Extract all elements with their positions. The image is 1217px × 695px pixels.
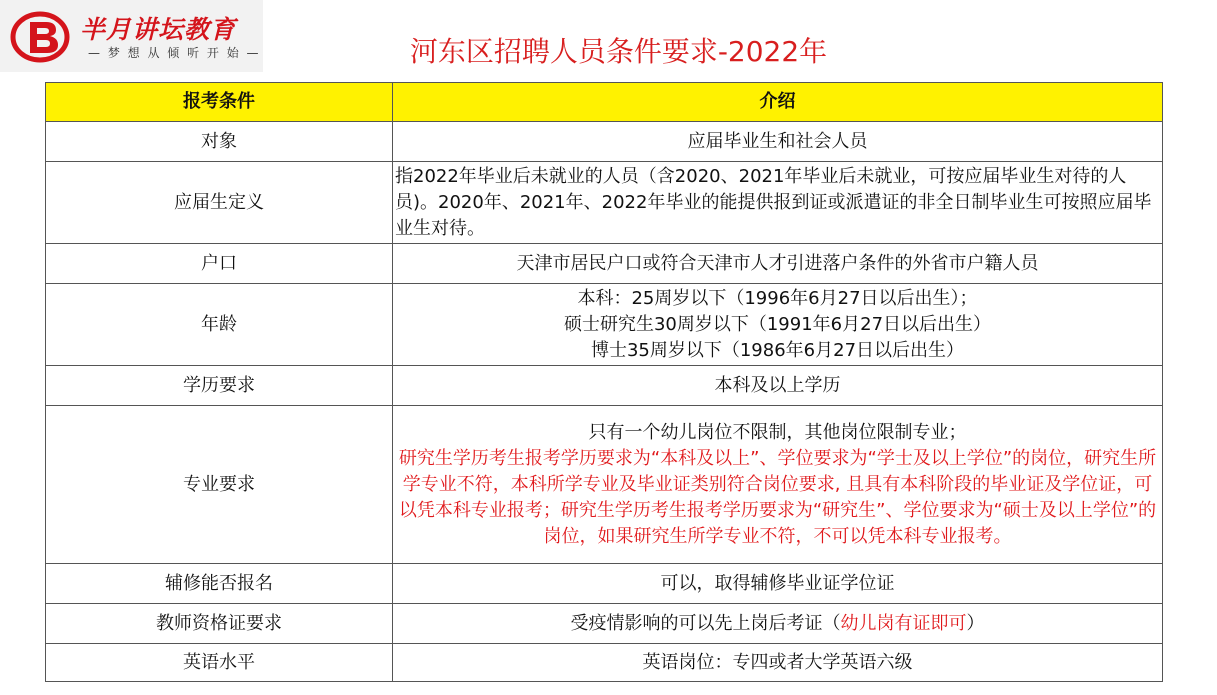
row-value <box>393 406 1163 564</box>
teacher-text-post: ） <box>966 612 985 634</box>
header-condition: 报考条件 <box>46 83 393 122</box>
row-value: 应届毕业生和社会人员 <box>393 122 1163 162</box>
page-title: 河东区招聘人员条件要求-2022年 <box>409 35 828 68</box>
requirements-table <box>45 82 1163 682</box>
row-label: 辅修能否报名 <box>46 564 393 604</box>
row-label: 学历要求 <box>46 366 393 406</box>
row-label: 专业要求 <box>46 406 393 564</box>
teacher-text-red: 幼儿岗有证即可 <box>840 612 967 634</box>
table-row <box>46 122 1163 162</box>
table-row <box>46 244 1163 284</box>
teacher-text-pre: 受疫情影响的可以先上岗后考证（ <box>570 612 841 634</box>
row-label: 应届生定义 <box>46 162 393 244</box>
logo-subtitle: — 梦 想 从 倾 听 开 始 — <box>88 46 261 60</box>
table-row <box>46 564 1163 604</box>
table-row <box>46 366 1163 406</box>
row-label: 英语水平 <box>46 644 393 682</box>
table-row <box>46 284 1163 366</box>
row-value: 可以，取得辅修毕业证学位证 <box>393 564 1163 604</box>
table-row <box>46 644 1163 682</box>
major-note: 只有一个幼儿岗位不限制，其他岗位限制专业； <box>588 421 967 443</box>
row-value: 英语岗位：专四或者大学英语六级 <box>393 644 1163 682</box>
table-row <box>46 604 1163 644</box>
age-line: 本科：25周岁以下（1996年6月27日以后出生）； <box>577 287 978 309</box>
row-value: 本科及以上学历 <box>393 366 1163 406</box>
logo-title: 半月讲坛教育 <box>80 15 237 44</box>
table-row <box>46 406 1163 564</box>
row-value <box>393 284 1163 366</box>
header-description: 介绍 <box>393 83 1163 122</box>
table-header-row <box>46 83 1163 122</box>
row-label: 教师资格证要求 <box>46 604 393 644</box>
row-value: 指2022年毕业后未就业的人员（含2020、2021年毕业后未就业，可按应届毕业生对待的人员)。2020年、2021年、2022年毕业的能提供报到证或派遣证的非全日制毕业生可按照应届毕业生对待。 <box>393 162 1163 244</box>
age-line: 硕士研究生30周岁以下（1991年6月27日以后出生） <box>563 313 992 335</box>
age-line: 博士35周岁以下（1986年6月27日以后出生） <box>590 339 965 361</box>
row-value: 天津市居民户口或符合天津市人才引进落户条件的外省市户籍人员 <box>393 244 1163 284</box>
row-label: 对象 <box>46 122 393 162</box>
row-label: 户口 <box>46 244 393 284</box>
table-row <box>46 162 1163 244</box>
row-value <box>393 604 1163 644</box>
row-label: 年龄 <box>46 284 393 366</box>
major-red-note: 研究生学历考生报考学历要求为“本科及以上”、学位要求为“学士及以上学位”的岗位，研究生所学专业不符，本科所学专业及毕业证类别符合岗位要求, 且具有本科阶段的毕业证及学位证，可以凭本科专业报考；研究生学历考生报考学历要求为“研究生”、学位要求为“硕士及以上学位”的岗位，如果研究生所学专业不符，不可以凭本科专业报考。 <box>398 447 1157 547</box>
